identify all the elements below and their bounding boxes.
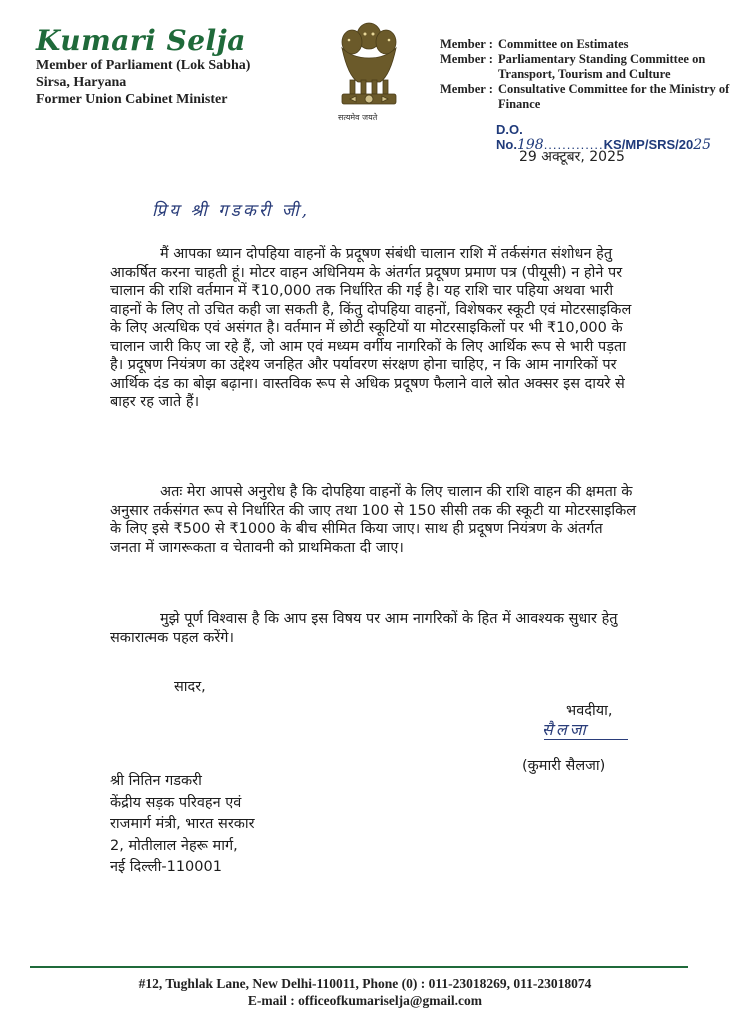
letter-date: 29 अक्टूबर, 2025 [519,149,625,165]
sender-former-role: Former Union Cabinet Minister [36,92,228,107]
membership-row [440,37,730,52]
recipient-line: नई दिल्ली-110001 [110,859,222,875]
reference-handwritten-year: 25 [693,137,712,153]
sender-constituency: Sirsa, Haryana [36,75,127,90]
footer-divider [30,966,688,968]
membership-text: Consultative Committee for the Ministry of Finance [498,82,730,111]
membership-text: Committee on Estimates [498,37,629,51]
membership-label: Member : [440,37,493,51]
signatory-name: (कुमारी सैलजा) [522,758,606,774]
membership-label: Member : [440,82,493,96]
reference-suffix: KS/MP/SRS/20 [603,137,694,152]
membership-text: Parliamentary Standing Committee on Transport, Tourism and Culture [498,52,706,81]
recipient-line: 2, मोतीलाल नेहरू मार्ग, [110,837,238,854]
membership-row [440,52,730,82]
reference-number: D.O. No.198.............KS/MP/SRS/2025 [496,122,712,153]
recipient-address [110,771,255,879]
body-paragraph-3: मुझे पूर्ण विश्वास है कि आप इस विषय पर आम नागरिकों के हित में आवश्यक सुधार हेतु सकारात्मक पहल करेंगे। [110,611,618,646]
recipient-line: राजमार्ग मंत्री, भारत सरकार [110,816,255,832]
membership-row [440,82,730,112]
committee-memberships [440,37,730,112]
body-paragraph-1: मैं आपका ध्यान दोपहिया वाहनों के प्रदूषण संबंधी चालान राशि में तर्कसंगत संशोधन हेतु आकर्षित करना चाहती हूं। मोटर वाहन अधिनियम के अंतर्गत प्रदूषण प्रमाण पत्र (पीयूसी) न होने पर चालान की राशि वर्तमान में ₹10,000 तक निर्धारित की गई है। यह राशि चार पहिया अथवा भारी वाहनों के लिए तो उचित कही जा सकती है, किंतु दोपहिया वाहनों, विशेषकर स्कूटी एवं मोटरसाइकिल के लिए अत्यधिक एवं असंगत है। वर्तमान में छोटी स्कूटियों या मोटरसाइकिलों पर भी ₹10,000 के चालान जारी किए जा रहे हैं, जो आम एवं मध्यम वर्गीय नागरिकों के लिए आर्थिक रूप से भारी पड़ता है। प्रदूषण नियंत्रण का उद्देश्य जनहित और पर्यावरण संरक्षण होना चाहिए, न कि आम नागरिकों पर आर्थिक दंड का बोझ बढ़ाना। वास्तविक रूप से अधिक प्रदूषण फैलाने वाले स्रोत अक्सर इस दायरे से बाहर रह जाते हैं। [110,246,632,410]
sender-designation: Member of Parliament (Lok Sabha) [36,58,251,73]
closing-regards: सादर, [174,679,206,695]
signature-underline [544,739,628,740]
reference-prefix: D.O. No. [496,122,523,152]
national-emblem-icon [328,18,410,126]
body-paragraph-2: अतः मेरा आपसे अनुरोध है कि दोपहिया वाहनों के लिए चालान की राशि वाहन की क्षमता के अनुसार तर्कसंगत रूप से निर्धारित की जाए तथा 100 से 150 सीसी तक की स्कूटी या मोटरसाइकिल के लिए इसे ₹500 से ₹1000 के बीच सीमित किया जाए। साथ ही प्रदूषण नियंत्रण के अंतर्गत जनता में जागरूकता व चेतावनी को प्राथमिकता दी जाए। [110,484,637,556]
handwritten-signature: सैलजा [542,720,589,739]
recipient-line: केंद्रीय सड़क परिवहन एवं [110,794,242,811]
membership-label: Member : [440,52,493,66]
recipient-line: श्री नितिन गडकरी [110,773,202,789]
footer-email: E-mail : officeofkumariselja@gmail.com [247,993,483,1008]
footer-address: #12, Tughlak Lane, New Delhi-110011, Phone (0) : 011-23018269, 011-23018074 [138,976,592,991]
salutation: प्रिय श्री गडकरी जी, [152,201,311,221]
sender-name: Kumari Selja [36,24,246,57]
reference-handwritten-number: 198 [516,137,544,153]
complimentary-close: भवदीया, [566,703,613,719]
emblem-motto: सत्यमेव जयते [338,113,378,122]
